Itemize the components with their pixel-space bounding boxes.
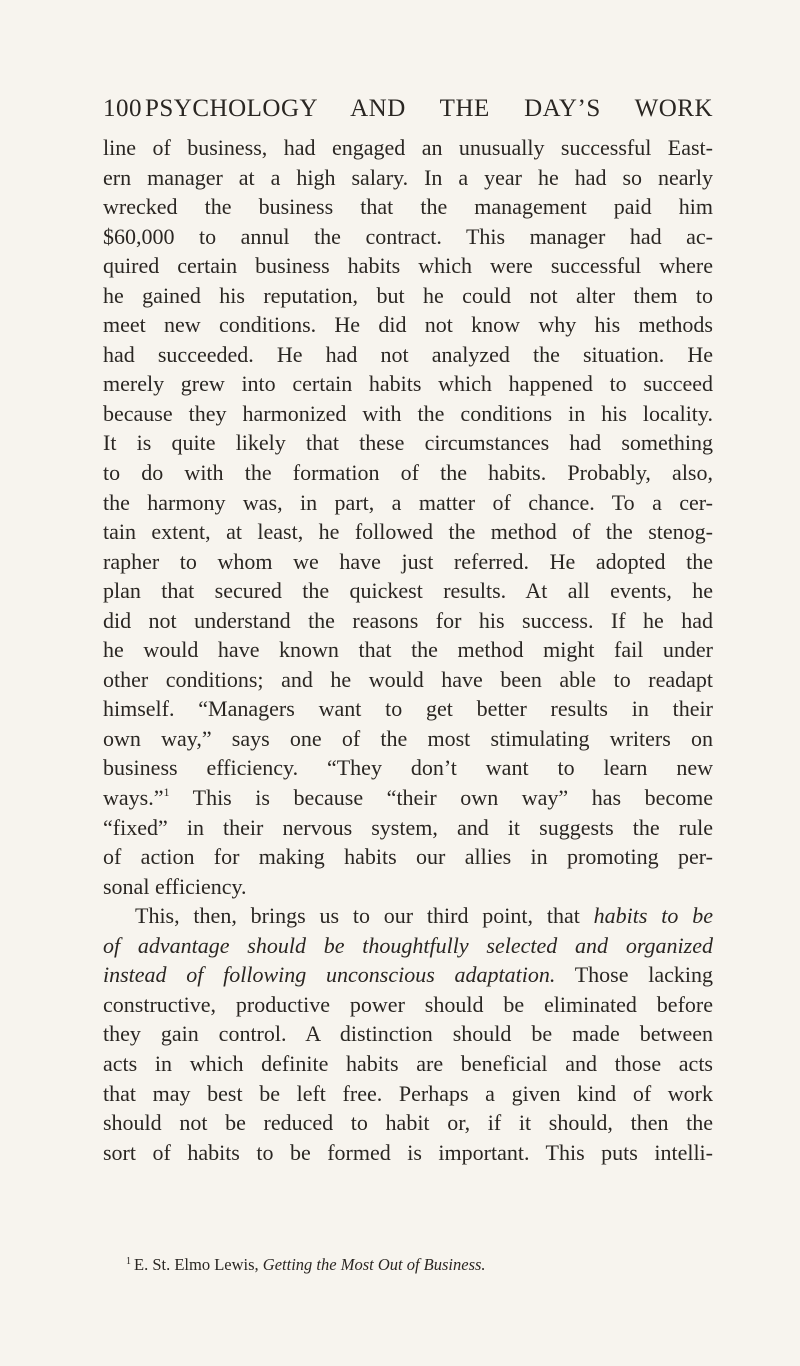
text-line: ways.”$^1$ This is because “their own way” has become — [103, 785, 713, 811]
text-line: wrecked the business that the management paid him — [103, 194, 713, 220]
text-line: of action for making habits our allies in promoting per- — [103, 844, 713, 870]
text-line: business efficiency. “They don’t want to learn new — [103, 755, 713, 781]
text-line: should not be reduced to habit or, if it should, then the — [103, 1110, 713, 1136]
page-number: 100 — [103, 95, 142, 122]
text-line: rapher to whom we have just referred. He adopted the — [103, 548, 713, 574]
text-line: because they harmonized with the conditions in his locality. — [103, 400, 713, 426]
text-line: constructive, productive power should be eliminated before — [103, 991, 713, 1017]
text-line: “fixed” in their nervous system, and it suggests the rule — [103, 814, 713, 840]
text-line: the harmony was, in part, a matter of chance. To a cer- — [103, 489, 713, 515]
text-line: himself. “Managers want to get better results in their — [103, 696, 713, 722]
text-line: instead of following unconscious adaptation. Those lacking — [103, 962, 714, 988]
text-line: own way,” says one of the most stimulating writers on — [103, 725, 713, 751]
footnote-work-title: Getting the Most Out of Business. — [262, 1255, 486, 1274]
text-line: that may best be left free. Perhaps a given kind of work — [103, 1080, 713, 1106]
text-line: plan that secured the quickest results. At all events, he — [103, 578, 713, 604]
text-line: he gained his reputation, but he could not alter them to — [103, 282, 713, 308]
text-line: acts in which definite habits are beneficial and those acts — [103, 1050, 713, 1076]
footnote-reference: 1 — [163, 785, 170, 800]
emphasis: of advantage should be thoughtfully selected and organized — [103, 932, 713, 958]
text-line: merely grew into certain habits which happened to succeed — [103, 371, 713, 397]
text-line: It is quite likely that these circumstances had something — [103, 430, 713, 456]
emphasis: habits to be — [593, 903, 713, 929]
text-line: tain extent, at least, he followed the method of the stenog- — [103, 519, 713, 545]
footnote — [126, 1254, 713, 1276]
text-line: sonal efficiency. — [103, 873, 247, 899]
text-line: they gain control. A distinction should be made between — [103, 1021, 713, 1047]
emphasis: instead of following unconscious adaptation. — [103, 962, 556, 988]
text-line: quired certain business habits which were successful where — [103, 253, 713, 279]
text-line: did not understand the reasons for his success. If he had — [103, 607, 713, 633]
text-line: line of business, had engaged an unusually successful East- — [103, 135, 713, 160]
text-line: he would have known that the method might fail under — [103, 637, 713, 663]
text-line: $60,000 to annul the contract. This manager had ac- — [103, 223, 713, 249]
text-line: sort of habits to be formed is important. This puts intelli- — [103, 1139, 713, 1165]
text-line: had succeeded. He had not analyzed the situation. He — [103, 341, 713, 367]
text-line: meet new conditions. He did not know why his methods — [103, 312, 713, 338]
text-line: other conditions; and he would have been able to readapt — [103, 666, 713, 692]
running-head — [103, 93, 713, 125]
text-line — [103, 931, 713, 961]
footnote-author: E. St. Elmo Lewis, — [134, 1255, 263, 1274]
text-line: to do with the formation of the habits. Probably, also, — [103, 460, 713, 486]
text-line: ern manager at a high salary. In a year he had so nearly — [103, 164, 713, 190]
text-line: This, then, brings us to our third point, that habits to be — [135, 903, 713, 929]
footnote-mark: 1 — [126, 1256, 131, 1267]
body-text — [103, 133, 713, 1167]
running-title: PSYCHOLOGY AND THE DAY’S WORK — [145, 95, 713, 122]
